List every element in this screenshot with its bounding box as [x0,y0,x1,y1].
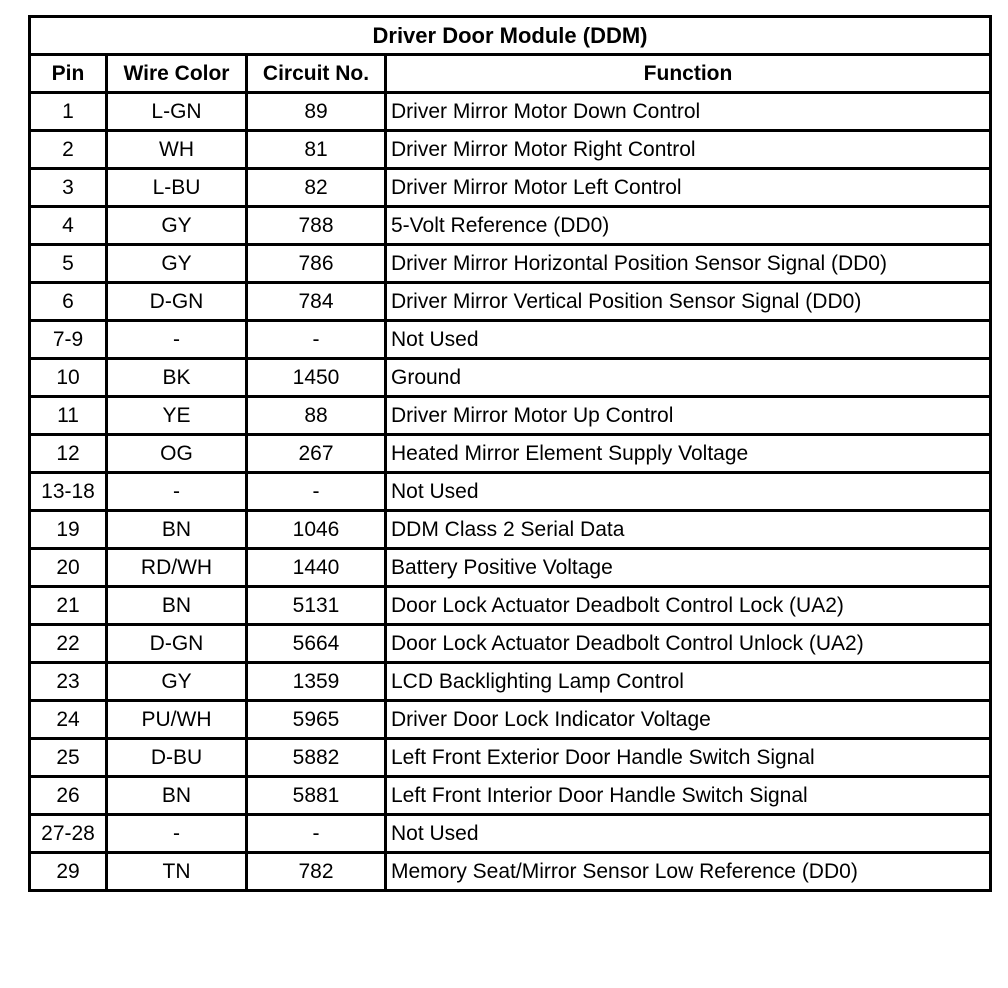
table-row [30,815,991,853]
wire-color-cell: GY [107,663,247,701]
circuit-cell: 784 [247,283,386,321]
function-cell: LCD Backlighting Lamp Control [386,663,991,701]
table-title-row [30,17,991,55]
table-row [30,321,991,359]
wire-color-cell: OG [107,435,247,473]
wire-color-cell: D-BU [107,739,247,777]
function-cell: Driver Mirror Motor Down Control [386,93,991,131]
circuit-cell: 786 [247,245,386,283]
circuit-cell: 5965 [247,701,386,739]
circuit-cell: 82 [247,169,386,207]
function-cell: Driver Mirror Motor Right Control [386,131,991,169]
table-body [30,93,991,891]
table-row [30,511,991,549]
circuit-cell: 5882 [247,739,386,777]
wire-color-cell: D-GN [107,625,247,663]
pin-cell: 22 [30,625,107,663]
wire-color-cell: L-BU [107,169,247,207]
wire-color-cell: D-GN [107,283,247,321]
wire-color-cell: GY [107,245,247,283]
pin-cell: 29 [30,853,107,891]
table-row [30,283,991,321]
wire-color-cell: BK [107,359,247,397]
circuit-cell: 89 [247,93,386,131]
function-cell: Ground [386,359,991,397]
table-row [30,169,991,207]
pin-cell: 21 [30,587,107,625]
table-row [30,435,991,473]
table-row [30,131,991,169]
pin-cell: 4 [30,207,107,245]
table-row [30,473,991,511]
pin-cell: 12 [30,435,107,473]
pin-cell: 27-28 [30,815,107,853]
pin-cell: 5 [30,245,107,283]
pin-cell: 20 [30,549,107,587]
table-row [30,207,991,245]
connector-pinout-table [28,15,992,892]
table-row [30,777,991,815]
table-row [30,549,991,587]
circuit-cell: 1450 [247,359,386,397]
function-cell: DDM Class 2 Serial Data [386,511,991,549]
function-cell: Driver Mirror Vertical Position Sensor Signal (DD0) [386,283,991,321]
header-circuit-no: Circuit No. [247,55,386,93]
function-cell: Driver Mirror Motor Left Control [386,169,991,207]
table-row [30,701,991,739]
wire-color-cell: PU/WH [107,701,247,739]
table-row [30,587,991,625]
pin-cell: 25 [30,739,107,777]
table-row [30,739,991,777]
function-cell: Memory Seat/Mirror Sensor Low Reference (DD0) [386,853,991,891]
function-cell: Door Lock Actuator Deadbolt Control Lock (UA2) [386,587,991,625]
circuit-cell: 5664 [247,625,386,663]
circuit-cell: - [247,473,386,511]
table-row [30,245,991,283]
circuit-cell: 5881 [247,777,386,815]
wire-color-cell: BN [107,777,247,815]
circuit-cell: 5131 [247,587,386,625]
wire-color-cell: - [107,815,247,853]
table-row [30,663,991,701]
wire-color-cell: YE [107,397,247,435]
header-wire-color: Wire Color [107,55,247,93]
pin-cell: 7-9 [30,321,107,359]
circuit-cell: - [247,815,386,853]
circuit-cell: 1359 [247,663,386,701]
circuit-cell: 788 [247,207,386,245]
circuit-cell: 81 [247,131,386,169]
pin-cell: 23 [30,663,107,701]
connector-table-container [28,15,989,892]
function-cell: 5-Volt Reference (DD0) [386,207,991,245]
pin-cell: 3 [30,169,107,207]
pin-cell: 6 [30,283,107,321]
function-cell: Not Used [386,815,991,853]
function-cell: Battery Positive Voltage [386,549,991,587]
function-cell: Driver Mirror Horizontal Position Sensor Signal (DD0) [386,245,991,283]
pin-cell: 19 [30,511,107,549]
pin-cell: 1 [30,93,107,131]
wire-color-cell: BN [107,511,247,549]
circuit-cell: - [247,321,386,359]
table-row [30,397,991,435]
header-function: Function [386,55,991,93]
header-pin: Pin [30,55,107,93]
table-row [30,625,991,663]
function-cell: Not Used [386,473,991,511]
table-row [30,359,991,397]
function-cell: Left Front Interior Door Handle Switch Signal [386,777,991,815]
circuit-cell: 267 [247,435,386,473]
function-cell: Heated Mirror Element Supply Voltage [386,435,991,473]
function-cell: Driver Mirror Motor Up Control [386,397,991,435]
circuit-cell: 88 [247,397,386,435]
pin-cell: 2 [30,131,107,169]
pin-cell: 11 [30,397,107,435]
circuit-cell: 782 [247,853,386,891]
pin-cell: 10 [30,359,107,397]
function-cell: Door Lock Actuator Deadbolt Control Unlock (UA2) [386,625,991,663]
function-cell: Driver Door Lock Indicator Voltage [386,701,991,739]
wire-color-cell: - [107,473,247,511]
wire-color-cell: WH [107,131,247,169]
function-cell: Left Front Exterior Door Handle Switch Signal [386,739,991,777]
pin-cell: 26 [30,777,107,815]
table-header-row [30,55,991,93]
table-row [30,853,991,891]
wire-color-cell: - [107,321,247,359]
wire-color-cell: TN [107,853,247,891]
circuit-cell: 1440 [247,549,386,587]
wire-color-cell: RD/WH [107,549,247,587]
function-cell: Not Used [386,321,991,359]
table-title: Driver Door Module (DDM) [30,17,991,55]
wire-color-cell: L-GN [107,93,247,131]
circuit-cell: 1046 [247,511,386,549]
wire-color-cell: GY [107,207,247,245]
pin-cell: 13-18 [30,473,107,511]
table-row [30,93,991,131]
pin-cell: 24 [30,701,107,739]
wire-color-cell: BN [107,587,247,625]
